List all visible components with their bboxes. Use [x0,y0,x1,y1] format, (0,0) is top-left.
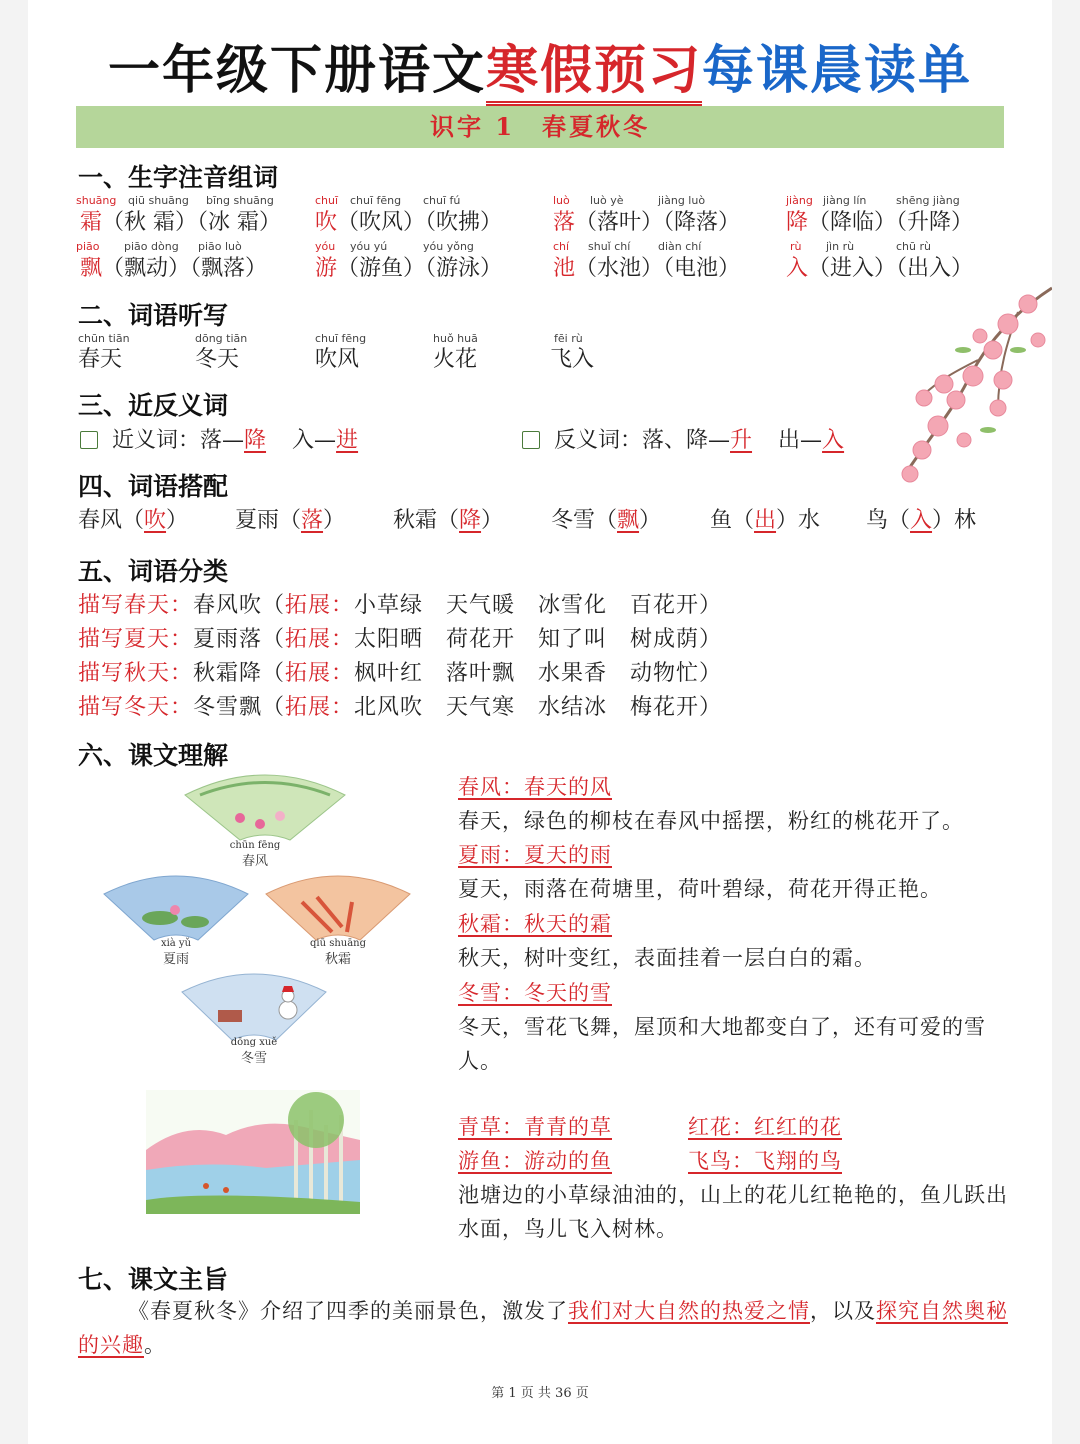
pinyin: shuǐ chí [588,240,631,253]
pinyin: chuī fēng [315,332,367,345]
section-heading-zhuzhi: 七、课文主旨 [78,1265,229,1294]
pinyin: piāo dòng [124,240,179,253]
lijie-paragraph: 夏天，雨落在荷塘里，荷叶碧绿，荷花开得正艳。 [458,877,942,901]
page-footer: 第 1 页 共 36 页 [491,1386,589,1401]
pinyin: chí [553,240,570,253]
section-heading-fenlei: 五、词语分类 [78,557,229,586]
zhuzhi-paragraph: 《春夏秋冬》介绍了四季的美丽景色，激发了我们对大自然的热爱之情，以及探究自然奥秘的兴趣。 [78,1299,1008,1357]
pinyin: jìn rù [826,240,855,253]
pinyin: piāo luò [198,240,242,253]
dapei-item: 鱼（出）水 [710,508,821,533]
worksheet-page [28,0,1052,1444]
target-character: 入 [786,256,809,281]
target-character: 游 [315,256,338,281]
answer: 降 [244,428,267,453]
pinyin: shēng jiàng [896,194,960,207]
word-group: （落叶）（降落） [575,210,741,235]
word-group: （水池）（电池） [575,256,741,281]
lesson-banner: 识字 1 春夏秋冬 [76,106,1004,148]
fenlei-row: 描写春天：春风吹（拓展：小草绿 天气暖 冰雪化 百花开） [78,593,723,618]
lijie-heading: 夏雨：夏天的雨 [458,843,612,867]
answer: 吹 [144,508,167,533]
fan-pinyin: chūn fēng [229,840,281,851]
antonyms-line: 反义词：落、降—升 出—入 [522,423,844,454]
lijie-paragraph: 池塘边的小草绿油油的，山上的花儿红艳艳的，鱼儿跃出水面，鸟儿飞入树林。 [458,1183,1008,1241]
answer: 降 [459,508,482,533]
section-heading-tingxie: 二、词语听写 [78,301,229,330]
pinyin: chuī fēng [350,194,402,207]
lijie-paragraph: 冬天，雪花飞舞，屋顶和大地都变白了，还有可爱的雪人。 [458,1015,986,1073]
target-character: 吹 [315,210,338,235]
word-group: （进入）（出入） [808,256,974,281]
dapei-item: 冬雪（飘） [551,508,662,533]
synonyms-line: 近义词：落—降 入—进 [80,423,358,454]
fan-label: 秋霜 [324,952,351,967]
lijie-paragraph: 春天，绿色的柳枝在春风中摇摆，粉红的桃花开了。 [458,809,964,833]
answer: 落 [301,508,324,533]
dapei-item: 春风（吹） [78,508,189,533]
target-character: 池 [553,256,576,281]
pinyin: chū rù [896,240,931,253]
pinyin: qiū shuāng [128,194,189,207]
lijie-paragraph: 秋天，树叶变红，表面挂着一层白白的霜。 [458,946,876,970]
answer: 升 [730,428,753,453]
target-character: 落 [553,210,576,235]
dapei-item: 夏雨（落） [235,508,346,533]
word-group: （吹风）（吹拂） [337,210,503,235]
lijie-heading: 冬雪：冬天的雪 [458,981,612,1005]
answer: 飘 [617,508,640,533]
tingxie-word: 春天 [78,347,123,372]
summer-fan-illustration [100,872,252,942]
fenlei-row: 描写秋天：秋霜降（拓展：枫叶红 落叶飘 水果香 动物忙） [78,661,723,686]
target-character: 霜 [80,210,103,235]
title-part1: 一年级下册语文 [107,41,486,101]
fan-label: 春风 [241,854,268,869]
pinyin: chuī fú [423,194,461,207]
section-heading-lijie: 六、课文理解 [78,741,229,770]
title-part2: 寒假预习 [486,41,702,106]
pinyin: shuāng [76,194,117,207]
answer: 出 [754,508,777,533]
fan-label: 冬雪 [240,1051,267,1066]
target-character: 飘 [80,256,103,281]
pinyin: dōng tiān [195,332,248,345]
fan-pinyin: dōng xuě [230,1037,278,1048]
winter-fan-illustration [178,970,330,1042]
fan-pinyin: xià yǔ [160,938,192,949]
pinyin: yóu yú [350,240,388,253]
pinyin: fēi rù [554,332,583,345]
page-title [28,28,1052,103]
pinyin: chūn tiān [78,332,130,345]
pinyin: diàn chí [658,240,702,253]
section-heading-zuci: 一、生字注音组词 [78,163,279,192]
section-heading-jinfan: 三、近反义词 [78,391,229,420]
fenlei-row: 描写夏天：夏雨落（拓展：太阳晒 荷花开 知了叫 树成荫） [78,627,723,652]
answer: 入 [910,508,933,533]
lijie-heading: 游鱼：游动的鱼 [458,1149,612,1173]
pond-landscape-illustration [146,1090,360,1214]
fan-pinyin: qiū shuāng [309,938,367,949]
fenlei-row: 描写冬天：冬雪飘（拓展：北风吹 天气寒 水结冰 梅花开） [78,695,723,720]
note-icon [80,431,98,449]
dapei-item: 秋霜（降） [393,508,504,533]
lijie-heading: 青草：青青的草 [458,1115,612,1139]
word-group: （秋 霜）（冰 霜） [102,210,282,235]
note-icon [522,431,540,449]
tingxie-word: 飞入 [550,347,595,372]
lijie-heading: 飞鸟：飞翔的鸟 [688,1149,842,1173]
lijie-heading: 红花：红红的花 [688,1115,842,1139]
lijie-heading: 秋霜：秋天的霜 [458,912,612,936]
pinyin: jiàng lín [823,194,867,207]
autumn-fan-illustration [262,872,414,942]
tingxie-word: 冬天 [195,347,240,372]
word-group: （游鱼）（游泳） [337,256,503,281]
pinyin: rù [790,240,802,253]
pinyin: luò yè [590,194,624,207]
target-character: 降 [786,210,809,235]
word-group: （飘动）（飘落） [102,256,268,281]
pinyin: bīng shuāng [206,194,274,207]
spring-fan-illustration [180,770,350,842]
word-group: （降临）（升降） [808,210,974,235]
pinyin: luò [553,194,570,207]
section-heading-dapei: 四、词语搭配 [78,472,229,501]
lijie-heading: 春风：春天的风 [458,775,612,799]
blossom-branch-illustration [868,280,1052,500]
pinyin: chuī [315,194,339,207]
answer: 进 [336,428,359,453]
tingxie-word: 火花 [433,347,478,372]
fan-label: 夏雨 [162,952,189,967]
pinyin: jiàng luò [658,194,706,207]
pinyin: piāo [76,240,100,253]
title-part3: 每课晨读单 [702,41,973,101]
pinyin: jiàng [786,194,813,207]
tingxie-word: 吹风 [315,347,360,372]
answer: 入 [822,428,845,453]
pinyin: huǒ huā [433,332,478,345]
pinyin: yóu [315,240,336,253]
pinyin: yóu yǒng [423,240,474,253]
dapei-item: 鸟（入）林 [866,508,977,533]
